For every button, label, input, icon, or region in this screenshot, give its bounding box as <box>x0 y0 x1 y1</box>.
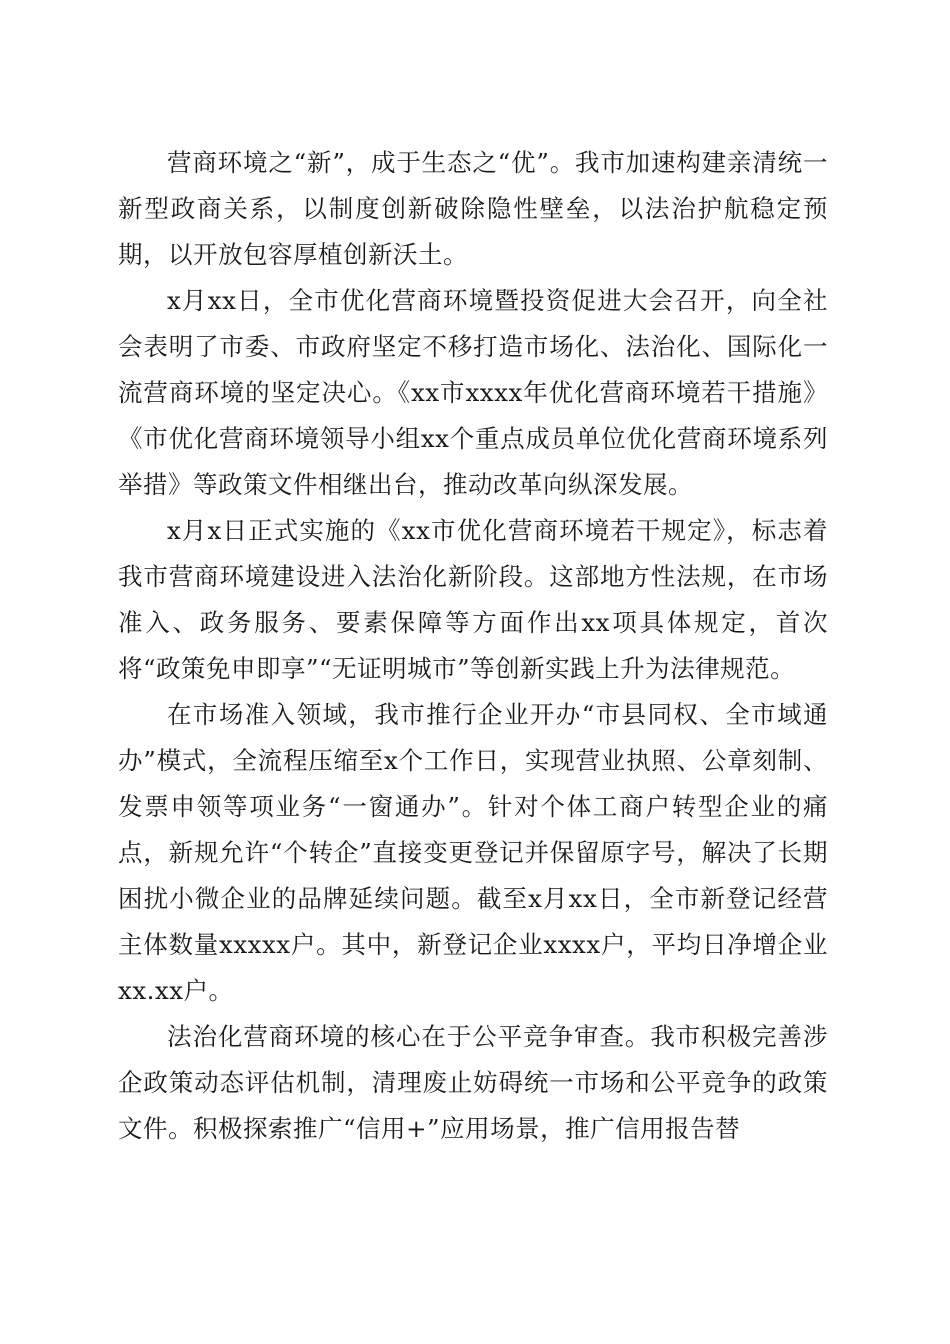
paragraph: 法治化营商环境的核心在于公平竞争审查。我市积极完善涉企政策动态评估机制，清理废止妨碍统一市场和公平竞争的政策文件。积极探索推广“信用+”应用场景，推广信用报告替 <box>118 1022 828 1143</box>
document-body <box>118 140 828 1152</box>
paragraph: x月x日正式实施的《xx市优化营商环境若干规定》，标志着我市营商环境建设进入法治化新阶段。这部地方性法规，在市场准入、政务服务、要素保障等方面作出xx项具体规定，首次将“政策免申即享”“无证明城市”等创新实践上升为法律规范。 <box>118 516 828 683</box>
paragraph: 在市场准入领域，我市推行企业开办“市县同权、全市域通办”模式，全流程压缩至x个工作日，实现营业执照、公章刻制、发票申领等项业务“一窗通办”。针对个体工商户转型企业的痛点，新规允许“个转企”直接变更登记并保留原字号，解决了长期困扰小微企业的品牌延续问题。截至x月xx日，全市新登记经营主体数量xxxxx户。其中，新登记企业xxxx户，平均日净增企业xx.xx户。 <box>118 700 828 1005</box>
paragraph: x月xx日，全市优化营商环境暨投资促进大会召开，向全社会表明了市委、市政府坚定不移打造市场化、法治化、国际化一流营商环境的坚定决心。《xx市xxxx年优化营商环境若干措施》《市优化营商环境领导小组xx个重点成员单位优化营商环境系列举措》等政策文件相继出台，推动改革向纵深发展。 <box>118 286 828 499</box>
paragraph: 营商环境之“新”，成于生态之“优”。我市加速构建亲清统一新型政商关系，以制度创新破除隐性壁垒，以法治护航稳定预期，以开放包容厚植创新沃土。 <box>118 148 828 269</box>
